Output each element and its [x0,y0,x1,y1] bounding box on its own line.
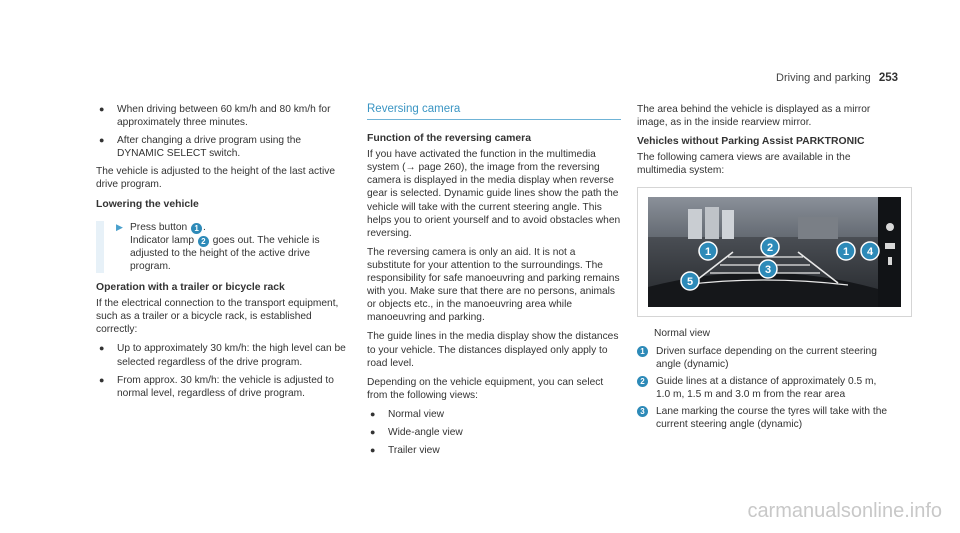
heading-parktronic: Vehicles without Parking Assist PARKTRONIC [637,136,865,148]
page-number: 253 [878,72,898,84]
bullet-icon: ● [99,104,105,114]
step-bar [96,221,104,273]
callout-label: 1 [842,246,850,259]
callout-label: 1 [704,246,712,259]
column-left [96,103,346,405]
callout-1-badge: 1 [191,223,202,234]
watermark: carmanualsonline.info [747,500,942,522]
callout-2-badge: 2 [198,236,209,247]
section-title: Reversing camera [367,103,621,120]
paragraph-adjust: The vehicle is adjusted to the height of the last active drive program. [96,166,335,191]
list-item: ● After changing a drive program using the DYNAMIC SELECT switch. [96,134,346,160]
callout-label: 3 [764,264,772,277]
paragraph-camera-views: The following camera views are available in the multimedia system: [637,152,851,177]
column-middle [367,103,621,462]
paragraph-trailer: If the electrical connection to the transport equipment, such as a trailer or a bicycle rack, is established correctly: [96,298,339,336]
list-item: ● Normal view [367,408,621,421]
heading-trailer: Operation with a trailer or bicycle rack [96,282,285,294]
bullet-icon: ● [99,135,105,146]
list-item: ● Wide-angle view [367,426,621,439]
list-item: ● From approx. 30 km/h: the vehicle is adjusted to normal level, regardless of drive program. [96,374,346,400]
callout-label: 5 [686,276,694,289]
callout-label: 2 [766,242,774,255]
camera-view-figure [637,187,912,317]
figure-caption: Normal view [654,328,711,340]
bullet-icon: ● [99,374,105,385]
list-item: ● When driving between 60 km/h and 80 km/h for approximately three minutes. [96,103,346,129]
bullet-icon: ● [370,408,376,419]
bullet-icon: ● [99,343,105,354]
header-section: Driving and parking [776,72,871,84]
paragraph-area: The area behind the vehicle is displayed as a mirror image, as in the inside rearview mirror. [637,104,871,129]
legend-number: 2 [637,376,648,387]
list-item: ● Up to approximately 30 km/h: the high level can be selected regardless of the drive program. [96,342,346,368]
paragraph-aid: The reversing camera is only an aid. It is not a substitute for your attention to the surroundings. The responsibility for safe manoeuvring and parking remains with you. Make sure that there are no persons, animals or objects etc., in the manoeuvring area while manoeuvring and parking. [367,246,620,324]
heading-function: Function of the reversing camera [367,133,531,145]
paragraph-views: Depending on the vehicle equipment, you can select from the following views: [367,376,604,401]
bullet-icon: ● [370,426,376,437]
page-header [776,72,898,84]
legend-number: 3 [637,406,648,417]
legend-item: 1 Driven surface depending on the current steering angle (dynamic) [637,345,891,371]
camera-image [648,197,901,307]
list-item: ● Trailer view [367,444,621,457]
callout-label: 4 [866,246,874,259]
arrow-right-icon: ▶ [116,221,123,232]
bullet-icon: ● [370,445,376,456]
heading-lowering: Lowering the vehicle [96,198,199,210]
legend-number: 1 [637,346,648,357]
legend-item: 3 Lane marking the course the tyres will take with the current steering angle (dynamic) [637,405,891,431]
instruction-step: ▶ Press button 1 . Indicator lamp 2 goes out. The vehicle is adjusted to the height of the active drive program. [96,221,346,273]
paragraph-function: If you have activated the function in the multimedia system (→ page 260), the image from the reversing camera is displayed in the media display when reverse gear is selected. Dynamic guide lines show the path the vehicle will take with the current steering angle. This helps you to orient yourself and to avoid obstacles when reversing. [367,149,621,239]
paragraph-guides: The guide lines in the media display show the distances to your vehicle. The distances displayed only apply to road level. [367,331,619,369]
legend-item: 2 Guide lines at a distance of approximately 0.5 m, 1.0 m, 1.5 m and 3.0 m from the rear area [637,375,891,401]
column-right [637,103,891,435]
